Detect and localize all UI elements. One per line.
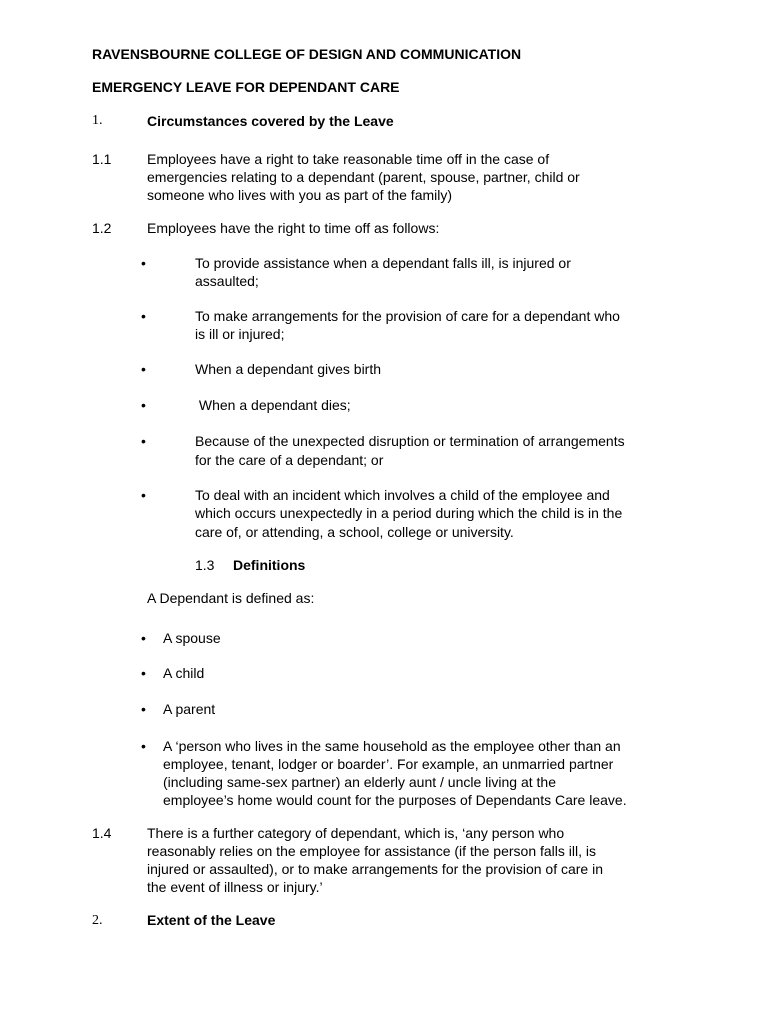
clause-line: emergencies relating to a dependant (parent, spouse, partner, child or [147, 169, 580, 185]
clause-line: the event of illness or injury.’ [147, 879, 323, 895]
list-item-line: To provide assistance when a dependant falls ill, is injured or [195, 255, 571, 271]
bullet-marker: • [141, 361, 146, 377]
list-item-line: A spouse [163, 630, 221, 646]
bullet-marker: • [141, 255, 146, 271]
list-item-line: When a dependant dies; [195, 397, 351, 413]
list-item-line: for the care of a dependant; or [195, 452, 384, 468]
bullet-marker: • [141, 701, 146, 717]
clause-line: injured or assaulted), or to make arrangements for the provision of care in [147, 861, 604, 877]
section-2-number: 2. [92, 913, 103, 928]
document-title: EMERGENCY LEAVE FOR DEPENDANT CARE [92, 79, 400, 95]
bullet-marker: • [141, 630, 146, 646]
clause-1-3-intro: A Dependant is defined as: [147, 590, 315, 606]
list-item-line: assaulted; [195, 273, 259, 289]
list-item-line: Because of the unexpected disruption or termination of arrangements [195, 433, 625, 449]
section-1-heading: Circumstances covered by the Leave [147, 113, 394, 129]
clause-line: reasonably relies on the employee for assistance (if the person falls ill, is [147, 843, 596, 859]
clause-line: someone who lives with you as part of the family) [147, 187, 453, 203]
section-2-heading: Extent of the Leave [147, 912, 276, 928]
clause-1-1-number: 1.1 [92, 151, 112, 167]
clause-1-3-number: 1.3 [195, 557, 215, 573]
bullet-marker: • [141, 308, 146, 324]
bullet-marker: • [141, 433, 146, 449]
list-item-line: When a dependant gives birth [195, 361, 382, 377]
list-item-line: To make arrangements for the provision of care for a dependant who [195, 308, 620, 324]
clause-1-4-number: 1.4 [92, 825, 112, 841]
bullet-marker: • [141, 738, 146, 754]
clause-1-3-heading: Definitions [233, 557, 306, 573]
list-item-line: (including same-sex partner) an elderly aunt / uncle living at the [163, 774, 556, 790]
institution-name: RAVENSBOURNE COLLEGE OF DESIGN AND COMMUNICATION [92, 46, 522, 62]
list-item-line: employee, tenant, lodger or boarder’. For example, an unmarried partner [163, 756, 614, 772]
list-item-line: A child [163, 665, 205, 681]
clause-1-2-intro: Employees have the right to time off as follows: [147, 220, 440, 236]
clause-line: Employees have a right to take reasonable time off in the case of [147, 151, 550, 167]
section-1-number: 1. [92, 113, 103, 128]
bullet-marker: • [141, 397, 146, 413]
bullet-marker: • [141, 665, 146, 681]
list-item-line: employee’s home would count for the purposes of Dependants Care leave. [163, 792, 627, 808]
clause-1-2-number: 1.2 [92, 220, 112, 236]
list-item-line: A ‘person who lives in the same household as the employee other than an [163, 738, 621, 754]
clause-line: There is a further category of dependant, which is, ‘any person who [147, 825, 565, 841]
list-item-line: care of, or attending, a school, college or university. [195, 524, 514, 540]
list-item-line: A parent [163, 701, 216, 717]
list-item-line: To deal with an incident which involves a child of the employee and [195, 487, 610, 503]
list-item-line: is ill or injured; [195, 326, 285, 342]
bullet-marker: • [141, 487, 146, 503]
list-item-line: which occurs unexpectedly in a period during which the child is in the [195, 505, 623, 521]
